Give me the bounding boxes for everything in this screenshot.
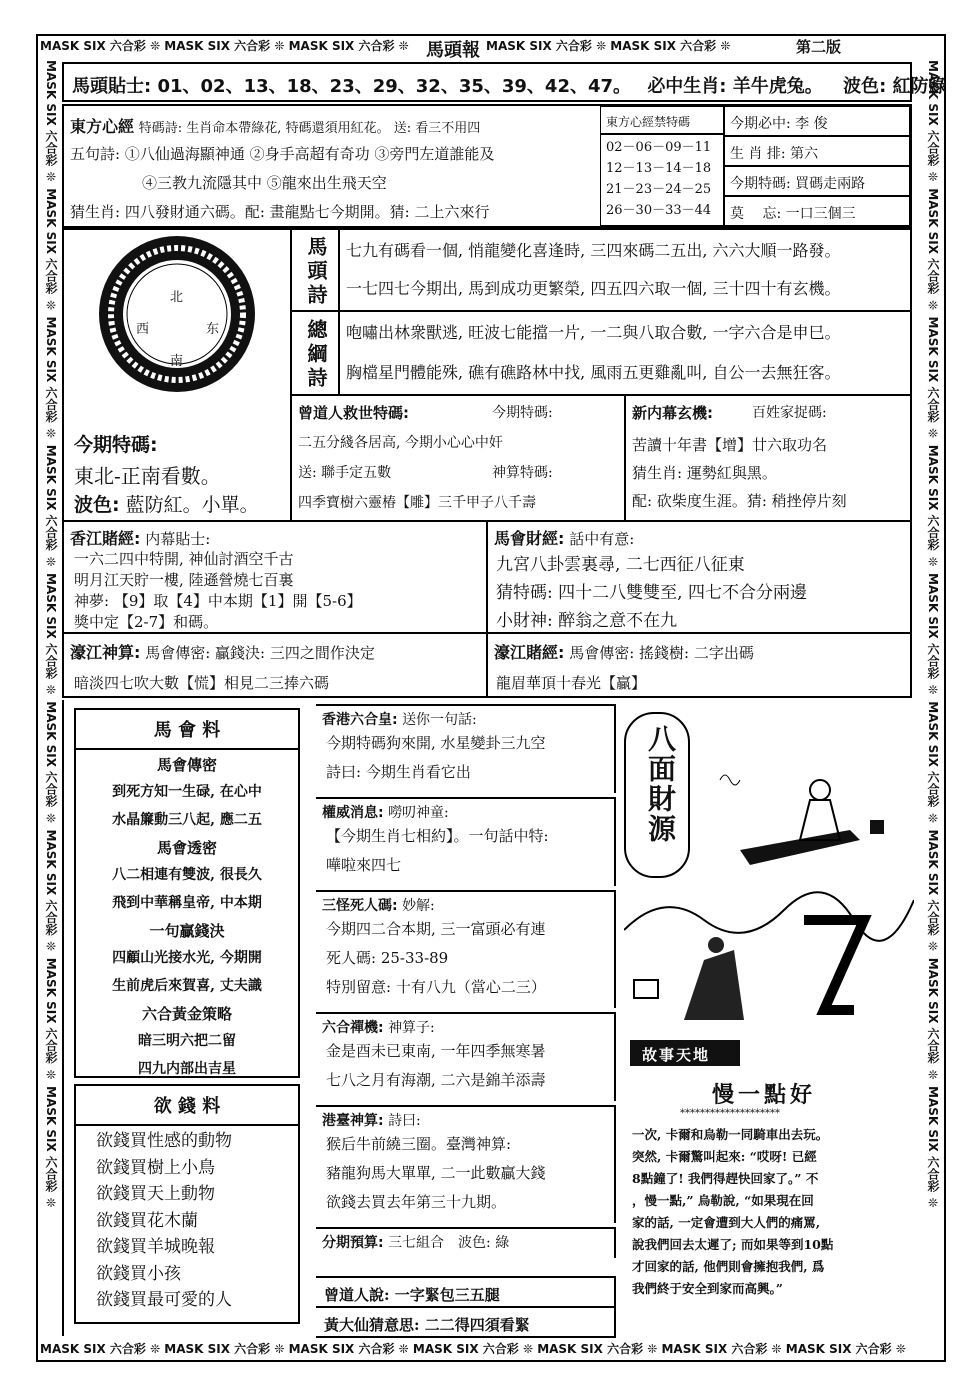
- xinneimu-box: [624, 394, 912, 522]
- middle-section-line: 欲錢去買去年第三十九期。: [326, 1193, 507, 1211]
- story-body: [632, 1124, 833, 1300]
- border-text: MASK SIX 六合彩 ❊: [537, 1342, 662, 1356]
- middle-section: [316, 1012, 616, 1101]
- yuqian-liao-box: [74, 1084, 300, 1324]
- zengdao-line3: 四季寶樹六靈椿【雕】三千甲子八千壽: [298, 495, 536, 511]
- yuqian-liao-list: [96, 1128, 232, 1314]
- middle-section-line: 猴后牛前繞三圈。臺灣神算:: [326, 1135, 512, 1153]
- border-text: MASK SIX 六合彩 ❊: [926, 60, 940, 189]
- jinqi-line1: 東北-正南看數。: [74, 464, 221, 488]
- caijing-line: 小財神: 醉翁之意不在九: [496, 611, 678, 631]
- zengdao-says: 曾道人說: 一字緊包三五腿: [324, 1286, 500, 1304]
- story-line: 家的話, 一定會遭到大人們的痛罵,: [632, 1215, 821, 1230]
- middle-section-title: 香港六合皇:: [322, 712, 398, 728]
- border-text: MASK SIX 六合彩 ❊: [40, 39, 165, 53]
- border-strip-left: [40, 60, 60, 1336]
- story-line: ，慢一點,” 烏勒說, “如果現在回: [632, 1193, 814, 1208]
- yuqian-item: 欲錢買羊城晚報: [96, 1237, 215, 1257]
- border-text: MASK SIX 六合彩 ❊: [926, 188, 940, 317]
- middle-section-title: 權威消息:: [322, 805, 384, 821]
- dongfang-line3: ④三教九流隱其中 ⑤龍來出生飛天空: [142, 174, 387, 192]
- ban-row: 21－23－24－25: [606, 182, 712, 197]
- middle-section-line: 【今期生肖七相約】。一句話中特:: [326, 827, 549, 845]
- middle-section-sub: 神算子:: [388, 1020, 435, 1036]
- compass-east: 东: [206, 322, 220, 337]
- border-text: MASK SIX 六合彩 ❊: [288, 1342, 413, 1356]
- mahui-liao-box: [74, 708, 300, 1078]
- dujing-sub: 馬會傳密: 搖錢樹: 二字出碼: [569, 644, 754, 662]
- side-label: 莫 忘:: [730, 206, 782, 222]
- border-text: MASK SIX 六合彩 ❊: [412, 1342, 538, 1356]
- middle-section-title: 港臺神算:: [322, 1113, 384, 1129]
- mahui-section-head: 馬會透密: [156, 839, 217, 857]
- dongfang-title: 東方心經: [70, 117, 135, 136]
- ban-row: 26－30－33－44: [606, 203, 712, 218]
- xinneimu-sub: 百姓家捉碼:: [752, 405, 827, 421]
- side-value: 第六: [790, 146, 819, 162]
- border-text: MASK SIX 六合彩 ❊: [44, 573, 58, 702]
- border-text: MASK SIX 六合彩 ❊: [164, 1342, 289, 1356]
- middle-section-title: 分期預算:: [322, 1235, 384, 1251]
- zengdao-box: [290, 394, 626, 522]
- huangdaxian: 黃大仙猜意思: 二二得四須看緊: [324, 1316, 530, 1334]
- border-text: MASK SIX 六合彩 ❊: [926, 701, 940, 830]
- xinneimu-line2: 猜生肖: 運勢紅與黑。: [632, 464, 777, 482]
- border-text: MASK SIX 六合彩 ❊: [40, 1342, 165, 1356]
- poem-divider: [338, 230, 340, 310]
- mahui-section-head: 馬會傳密: [156, 756, 217, 774]
- xiangjiang-title: 香江賭經:: [70, 529, 141, 548]
- side-value: 一口三個三: [785, 206, 856, 222]
- border-text: MASK SIX 六合彩 ❊: [44, 316, 58, 445]
- bamian-label: 八面財源: [644, 724, 677, 844]
- side-row: [724, 166, 910, 196]
- side-row: [724, 106, 910, 136]
- mahui-section-line: 四顧山光接水光, 今期開: [112, 950, 262, 966]
- mahui-section-line: 水晶簾動三八起, 應二五: [112, 812, 262, 828]
- zengdao-title: 曾道人救世特碼:: [298, 404, 409, 422]
- border-strip-bottom: [40, 1340, 942, 1360]
- dongfang-line4: 猜生肖: 四八發財通六碼。配: 畫龍點七今期開。猜: 二上六來行: [70, 203, 490, 221]
- xiangjiang-line: 一六二四中特開, 神仙討酒空千古: [74, 550, 294, 568]
- border-text: MASK SIX 六合彩 ❊: [44, 957, 58, 1086]
- dongfang-line1: 特碼詩: 生肖命本帶綠花, 特碼還須用紅花。 送: 看三不用四: [138, 121, 481, 136]
- poem-line: 咆嘯出林衆獸逃, 旺波七能擋一片, 一二與八取合數, 一字六合是申巳。: [346, 323, 841, 342]
- color-value: 紅防綠: [892, 76, 947, 97]
- story-line: 我們終于安全到家而高興。”: [632, 1281, 783, 1296]
- middle-section: [316, 1227, 616, 1258]
- zengdao-line2a: 送: 聯手定五數: [298, 465, 392, 481]
- jinqi-label: 今期特碼:: [74, 434, 158, 456]
- middle-section: [316, 1105, 616, 1223]
- border-strip-top-left: [40, 37, 412, 57]
- side-label: 生 肖 排:: [730, 146, 786, 162]
- middle-section-sub: 送你一句話:: [402, 712, 477, 728]
- mahui-section-line: 八二相連有雙波, 很長久: [112, 867, 262, 883]
- story-line: 才回家的話, 他們則會擁抱我們, 爲: [632, 1259, 825, 1274]
- color-label: 波色:: [843, 76, 887, 97]
- middle-column: [316, 704, 616, 1262]
- compass-wheel-icon: [64, 234, 290, 394]
- poem-label: 馬頭詩: [304, 236, 328, 308]
- mahui-section-line: 四九内部出吉星: [138, 1061, 236, 1077]
- middle-section-header: [322, 1017, 608, 1037]
- compass-west: 西: [136, 322, 150, 337]
- ban-table-header: 東方心經禁特碼: [600, 106, 724, 134]
- xiangjiang-line: 明月江天貯一樓, 陸遜營燒七百裏: [74, 571, 294, 589]
- poem-line: 七九有碼看一個, 悄龍變化喜逢時, 三四來碼二五出, 六六大順一路發。: [346, 241, 841, 260]
- side-row: [724, 136, 910, 166]
- dongfang-line2: 五句詩: ①八仙過海顯神通 ②身手高超有奇功 ③旁門左道誰能及: [70, 145, 495, 163]
- yuqian-item: 欲錢買樹上小鳥: [96, 1157, 215, 1178]
- side-value: 李 俊: [795, 116, 828, 132]
- border-text: MASK SIX 六合彩 ❊: [610, 39, 731, 53]
- xiangjiang-box: [62, 520, 488, 634]
- middle-section-header: [322, 802, 608, 822]
- mahui-section-line: 生前虎后來賀喜, 丈夫識: [112, 978, 262, 994]
- side-label: 今期特碼:: [730, 176, 791, 192]
- middle-section-line: 特別留意: 十有八九（當心二三）: [326, 978, 546, 996]
- story-title: 慢一點好: [712, 1082, 817, 1108]
- middle-section-header: [322, 895, 608, 915]
- border-text: MASK SIX 六合彩 ❊: [44, 701, 58, 830]
- middle-section-line: 今期四二合本期, 三一富頭必有連: [326, 920, 546, 938]
- mahui-section-line: 暗三明六把二留: [138, 1033, 236, 1049]
- middle-section-title: 三怪死人碼:: [322, 898, 398, 914]
- border-text: MASK SIX 六合彩 ❊: [785, 1342, 906, 1356]
- mahui-caijing-box: [486, 520, 912, 634]
- story-line: 突然, 卡爾驚叫起來: “哎呀! 已經: [632, 1149, 817, 1164]
- scholar-illustration-icon: [700, 760, 900, 870]
- tips-label: 馬頭貼士:: [72, 76, 152, 97]
- xinneimu-line3: 配: 砍柴度生涯。猜: 稍挫停片刻: [632, 492, 847, 510]
- caijing-sub: 話中有意:: [569, 530, 635, 548]
- mahui-section-head: 六合黃金策略: [141, 1005, 232, 1023]
- xiangjiang-line: 獎中定【2-7】和碼。: [74, 613, 219, 631]
- middle-section: [316, 797, 616, 886]
- huangdaxian-box: [316, 1306, 616, 1338]
- haojiang-dujing-box: [486, 632, 912, 698]
- xiangjiang-line: 神夢: 【9】取【4】中本期【1】開【5-6】: [74, 592, 362, 610]
- zengdao-line1: 二五分綫各居高, 今期小心心中奸: [298, 435, 503, 451]
- border-text: MASK SIX 六合彩 ❊: [44, 444, 58, 573]
- border-text: MASK SIX 六合彩 ❊: [926, 316, 940, 445]
- story-line: 說我們回去太遲了; 而如果等到10點: [632, 1237, 834, 1252]
- middle-section-header: [322, 1110, 608, 1130]
- poem-box-matou: [290, 228, 912, 312]
- poem-box-zonggang: [290, 310, 912, 396]
- border-text: MASK SIX 六合彩 ❊: [661, 1342, 786, 1356]
- poem-line: 一七四七今期出, 馬到成功更繁榮, 四五四六取一個, 三十四十有玄機。: [346, 279, 841, 298]
- caijing-line: 九宮八卦雲裏尋, 二七西征八征東: [496, 555, 745, 575]
- middle-section-line: 詩曰: 今期生肖看它出: [326, 763, 471, 781]
- compass-south: 南: [170, 354, 184, 369]
- yuqian-item: 欲錢買最可愛的人: [96, 1290, 232, 1310]
- ban-table-rows: [600, 134, 724, 226]
- border-text: MASK SIX 六合彩 ❊: [926, 573, 940, 702]
- story-stars: ********************: [680, 1108, 780, 1119]
- border-strip-top-right: [862, 37, 942, 57]
- middle-section: [316, 890, 616, 1008]
- border-text: MASK SIX 六合彩 ❊: [926, 829, 940, 958]
- middle-section-line: 金是酉未已東南, 一年四季無寒暑: [326, 1042, 546, 1060]
- yuqian-item: 欲錢買小孩: [96, 1263, 181, 1284]
- shensuan-title: 濠江神算:: [70, 643, 141, 662]
- story-section-label-box: [630, 1040, 740, 1066]
- dongfang-box: [62, 104, 912, 228]
- caijing-line: 猜特碼: 四十二八雙雙至, 四七不合分兩邊: [496, 583, 807, 603]
- border-text: MASK SIX 六合彩 ❊: [926, 1086, 940, 1211]
- middle-section-line: 七八之月有海潮, 二六是錦羊添壽: [326, 1071, 546, 1089]
- middle-section-sub: 三七組合 波色: 綠: [388, 1235, 510, 1251]
- middle-section-title: 六合禪機:: [322, 1020, 384, 1036]
- yuqian-item: 欲錢買天上動物: [96, 1184, 215, 1204]
- top-tips-box: [62, 62, 947, 102]
- poem-label: 總綱詩: [304, 319, 328, 391]
- top-tips-row: [72, 72, 947, 98]
- middle-section-line: 今期特碼狗來開, 水星變卦三九空: [326, 734, 546, 752]
- border-strip-right: [922, 60, 942, 1336]
- newspaper-title: 馬頭報: [420, 36, 486, 62]
- ban-row: 12－13－14－18: [606, 161, 712, 176]
- border-text: MASK SIX 六合彩 ❊: [164, 39, 289, 53]
- middle-section-header: [322, 709, 608, 729]
- wheel-box: [62, 228, 292, 522]
- mahui-liao-title: 馬 會 料: [76, 716, 298, 750]
- jinqi-color: 藍防紅。小單。: [125, 494, 259, 516]
- middle-section-sub: 嘮叨神童:: [388, 805, 449, 821]
- story-section-label: 故事天地: [642, 1046, 711, 1064]
- border-text: MASK SIX 六合彩 ❊: [926, 444, 940, 573]
- poem-line: 胸檔星門體能殊, 礁有礁路林中找, 風雨五更雞亂叫, 自公一去無狂客。: [346, 363, 841, 382]
- zengdao-sub: 今期特碼:: [492, 405, 553, 421]
- mahui-section-head: 一句贏錢決: [149, 922, 225, 940]
- dujing-title: 濠江賭經:: [494, 643, 565, 662]
- zodiac-label: 必中生肖:: [647, 76, 727, 97]
- border-text: MASK SIX 六合彩 ❊: [44, 1086, 58, 1211]
- middle-section-sub: 妙解:: [402, 898, 435, 914]
- landscape-illustration-icon: [624, 880, 914, 1030]
- border-text: MASK SIX 六合彩 ❊: [926, 957, 940, 1086]
- yuqian-item: 欲錢買性感的動物: [96, 1131, 232, 1151]
- mahui-section-line: 飛到中華稱皇帝, 中本期: [112, 895, 262, 911]
- caijing-title: 馬會財經:: [494, 529, 565, 548]
- side-label: 今期必中:: [730, 116, 791, 132]
- border-text: MASK SIX 六合彩 ❊: [486, 39, 611, 53]
- tips-numbers: 01、02、13、18、23、29、32、35、39、42、47。: [157, 76, 632, 97]
- mahui-liao-sections: [76, 750, 298, 1086]
- xinneimu-line1: 苦讀十年書【增】廿六取功名: [632, 436, 828, 454]
- shensuan-line: 暗淡四七吹大數【慌】相見二三捧六碼: [74, 674, 330, 692]
- side-row: [724, 196, 910, 226]
- bamian-label-box: [624, 712, 690, 878]
- zodiac-value: 羊牛虎兔。: [732, 76, 823, 97]
- border-strip-top-middle: [486, 37, 782, 57]
- border-text: MASK SIX 六合彩 ❊: [44, 188, 58, 317]
- story-line: 一次, 卡爾和烏勒一同騎車出去玩。: [632, 1127, 829, 1142]
- xiangjiang-sub: 内幕貼士:: [145, 530, 211, 548]
- border-text: MASK SIX 六合彩 ❊: [44, 60, 58, 189]
- shensuan-sub: 馬會傳密: 贏錢決: 三四之間作決定: [145, 644, 375, 662]
- jinqi-color-label: 波色:: [74, 494, 120, 516]
- middle-section-line: 豬龍狗馬大單單, 二一此數贏大錢: [326, 1164, 546, 1182]
- xinneimu-title: 新内幕玄機:: [632, 404, 713, 422]
- ban-row: 02－06－09－11: [606, 140, 712, 155]
- border-text: MASK SIX 六合彩 ❊: [288, 39, 409, 53]
- mahui-section-line: 到死方知一生碌, 在心中: [112, 784, 262, 800]
- zengdao-line2b: 神算特碼:: [492, 465, 553, 481]
- dujing-line: 龍眉華頂十春光【贏】: [496, 674, 647, 692]
- side-value: 買碼走兩路: [795, 176, 866, 192]
- yuqian-liao-title: 欲 錢 料: [76, 1092, 298, 1126]
- middle-section-line: 死人碼: 25-33-89: [326, 949, 449, 967]
- middle-section-sub: 詩曰:: [388, 1113, 421, 1129]
- middle-section: [316, 704, 616, 793]
- edition-label: 第二版: [790, 36, 847, 57]
- poem-divider: [338, 312, 340, 394]
- zengdao-says-box: [316, 1276, 616, 1308]
- compass-north: 北: [170, 290, 184, 305]
- haojiang-shensuan-box: [62, 632, 488, 698]
- border-text: MASK SIX 六合彩 ❊: [44, 829, 58, 958]
- story-line: 8點鐘了! 我們得趕快回家了。” 不: [632, 1171, 819, 1186]
- middle-section-line: 嘩啦來四七: [326, 856, 402, 874]
- middle-section-header: [322, 1232, 608, 1252]
- yuqian-item: 欲錢買花木蘭: [96, 1210, 198, 1231]
